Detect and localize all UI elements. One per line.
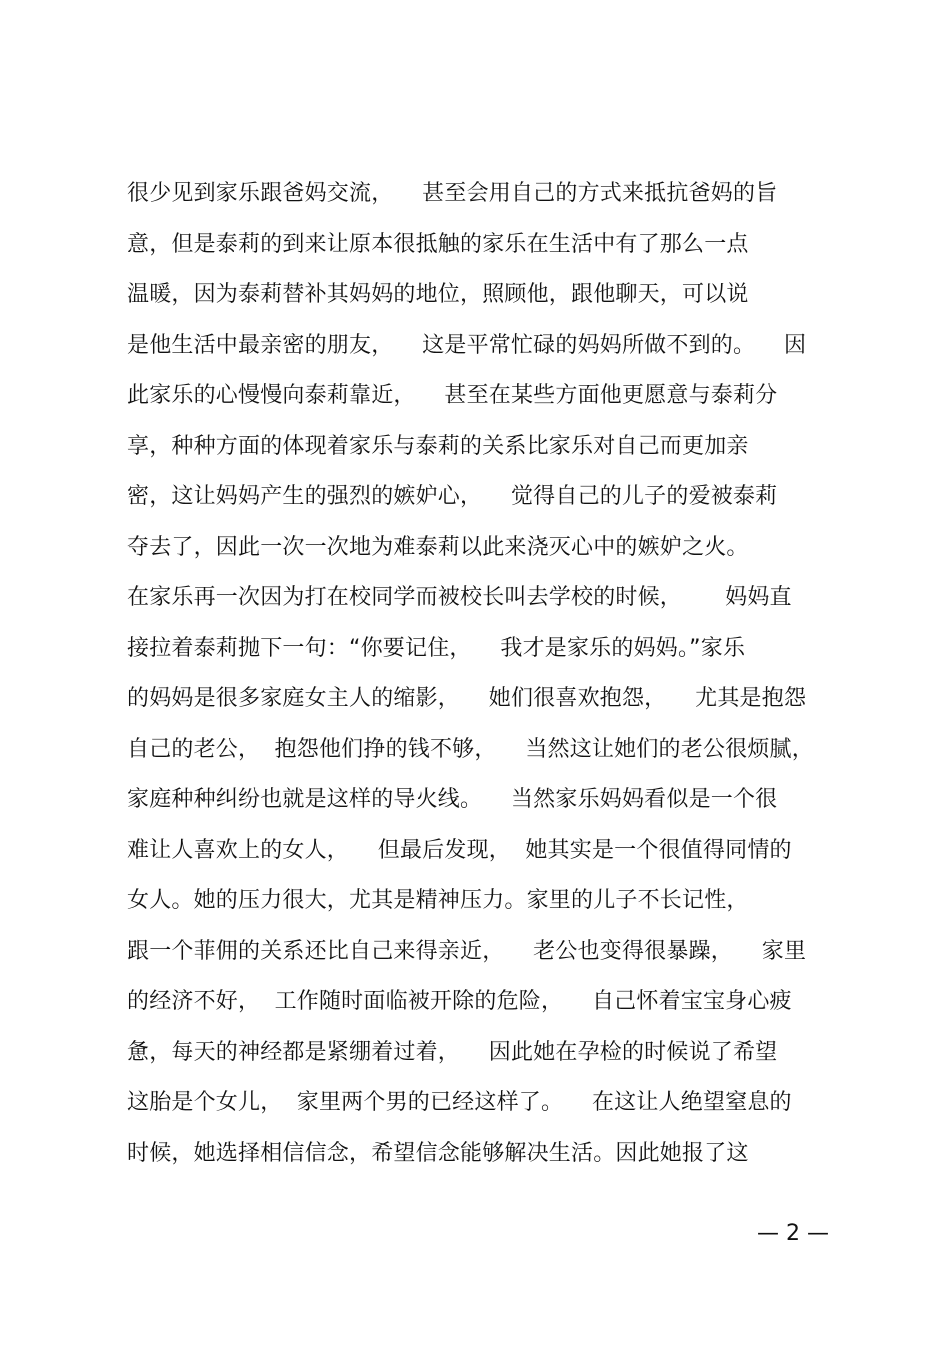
text-line: 很少见到家乐跟爸妈交流， 甚至会用自己的方式来抵抗爸妈的旨: [127, 181, 778, 206]
text-line: 意，但是泰莉的到来让原本很抵触的家乐在生活中有了那么一点: [127, 231, 749, 257]
page-number: — 2 —: [757, 1221, 829, 1246]
text-line: 的经济不好， 工作随时面临被开除的危险， 自己怀着宝宝身心疲: [127, 989, 792, 1014]
text-line: 这胎是个女儿， 家里两个男的已经这样了。 在这让人绝望窒息的: [127, 1090, 792, 1115]
text-line: 时候，她选择相信信念，希望信念能够解决生活。因此她报了这: [127, 1140, 749, 1166]
text-line: 家庭种种纠纷也就是这样的导火线。 当然家乐妈妈看似是一个很: [127, 787, 778, 812]
text-line: 此家乐的心慢慢向泰莉靠近， 甚至在某些方面他更愿意与泰莉分: [127, 383, 778, 408]
text-line: 温暖，因为泰莉替补其妈妈的地位，照顾他，跟他聊天，可以说: [127, 282, 749, 307]
text-line: 的妈妈是很多家庭女主人的缩影， 她们很喜欢抱怨， 尤其是抱怨: [127, 686, 807, 711]
text-line: 自己的老公， 抱怨他们挣的钱不够， 当然这让她们的老公很烦腻，: [127, 736, 814, 762]
text-line: 在家乐再一次因为打在校同学而被校长叫去学校的时候， 妈妈直: [127, 585, 792, 610]
text-line: 是他生活中最亲密的朋友， 这是平常忙碌的妈妈所做不到的。 因: [127, 332, 807, 358]
text-line: 惫，每天的神经都是紧绷着过着， 因此她在孕检的时候说了希望: [127, 1039, 778, 1065]
text-line: 跟一个菲佣的关系还比自己来得亲近， 老公也变得很暴躁， 家里: [127, 938, 807, 964]
text-line: 难让人喜欢上的女人， 但最后发现， 她其实是一个很值得同情的: [127, 837, 792, 863]
text-line: 女人。她的压力很大，尤其是精神压力。家里的儿子不长记性，: [127, 888, 749, 913]
text-line: 接拉着泰莉抛下一句：“你要记住， 我才是家乐的妈妈。”家乐: [127, 635, 746, 661]
text-line: 享，种种方面的体现着家乐与泰莉的关系比家乐对自己而更加亲: [127, 433, 749, 459]
text-line: 夺去了，因此一次一次地为难泰莉以此来浇灭心中的嫉妒之火。: [127, 534, 749, 560]
body-text: [127, 174, 847, 1184]
text-line: 密，这让妈妈产生的强烈的嫉妒心， 觉得自己的儿子的爱被泰莉: [127, 484, 778, 509]
